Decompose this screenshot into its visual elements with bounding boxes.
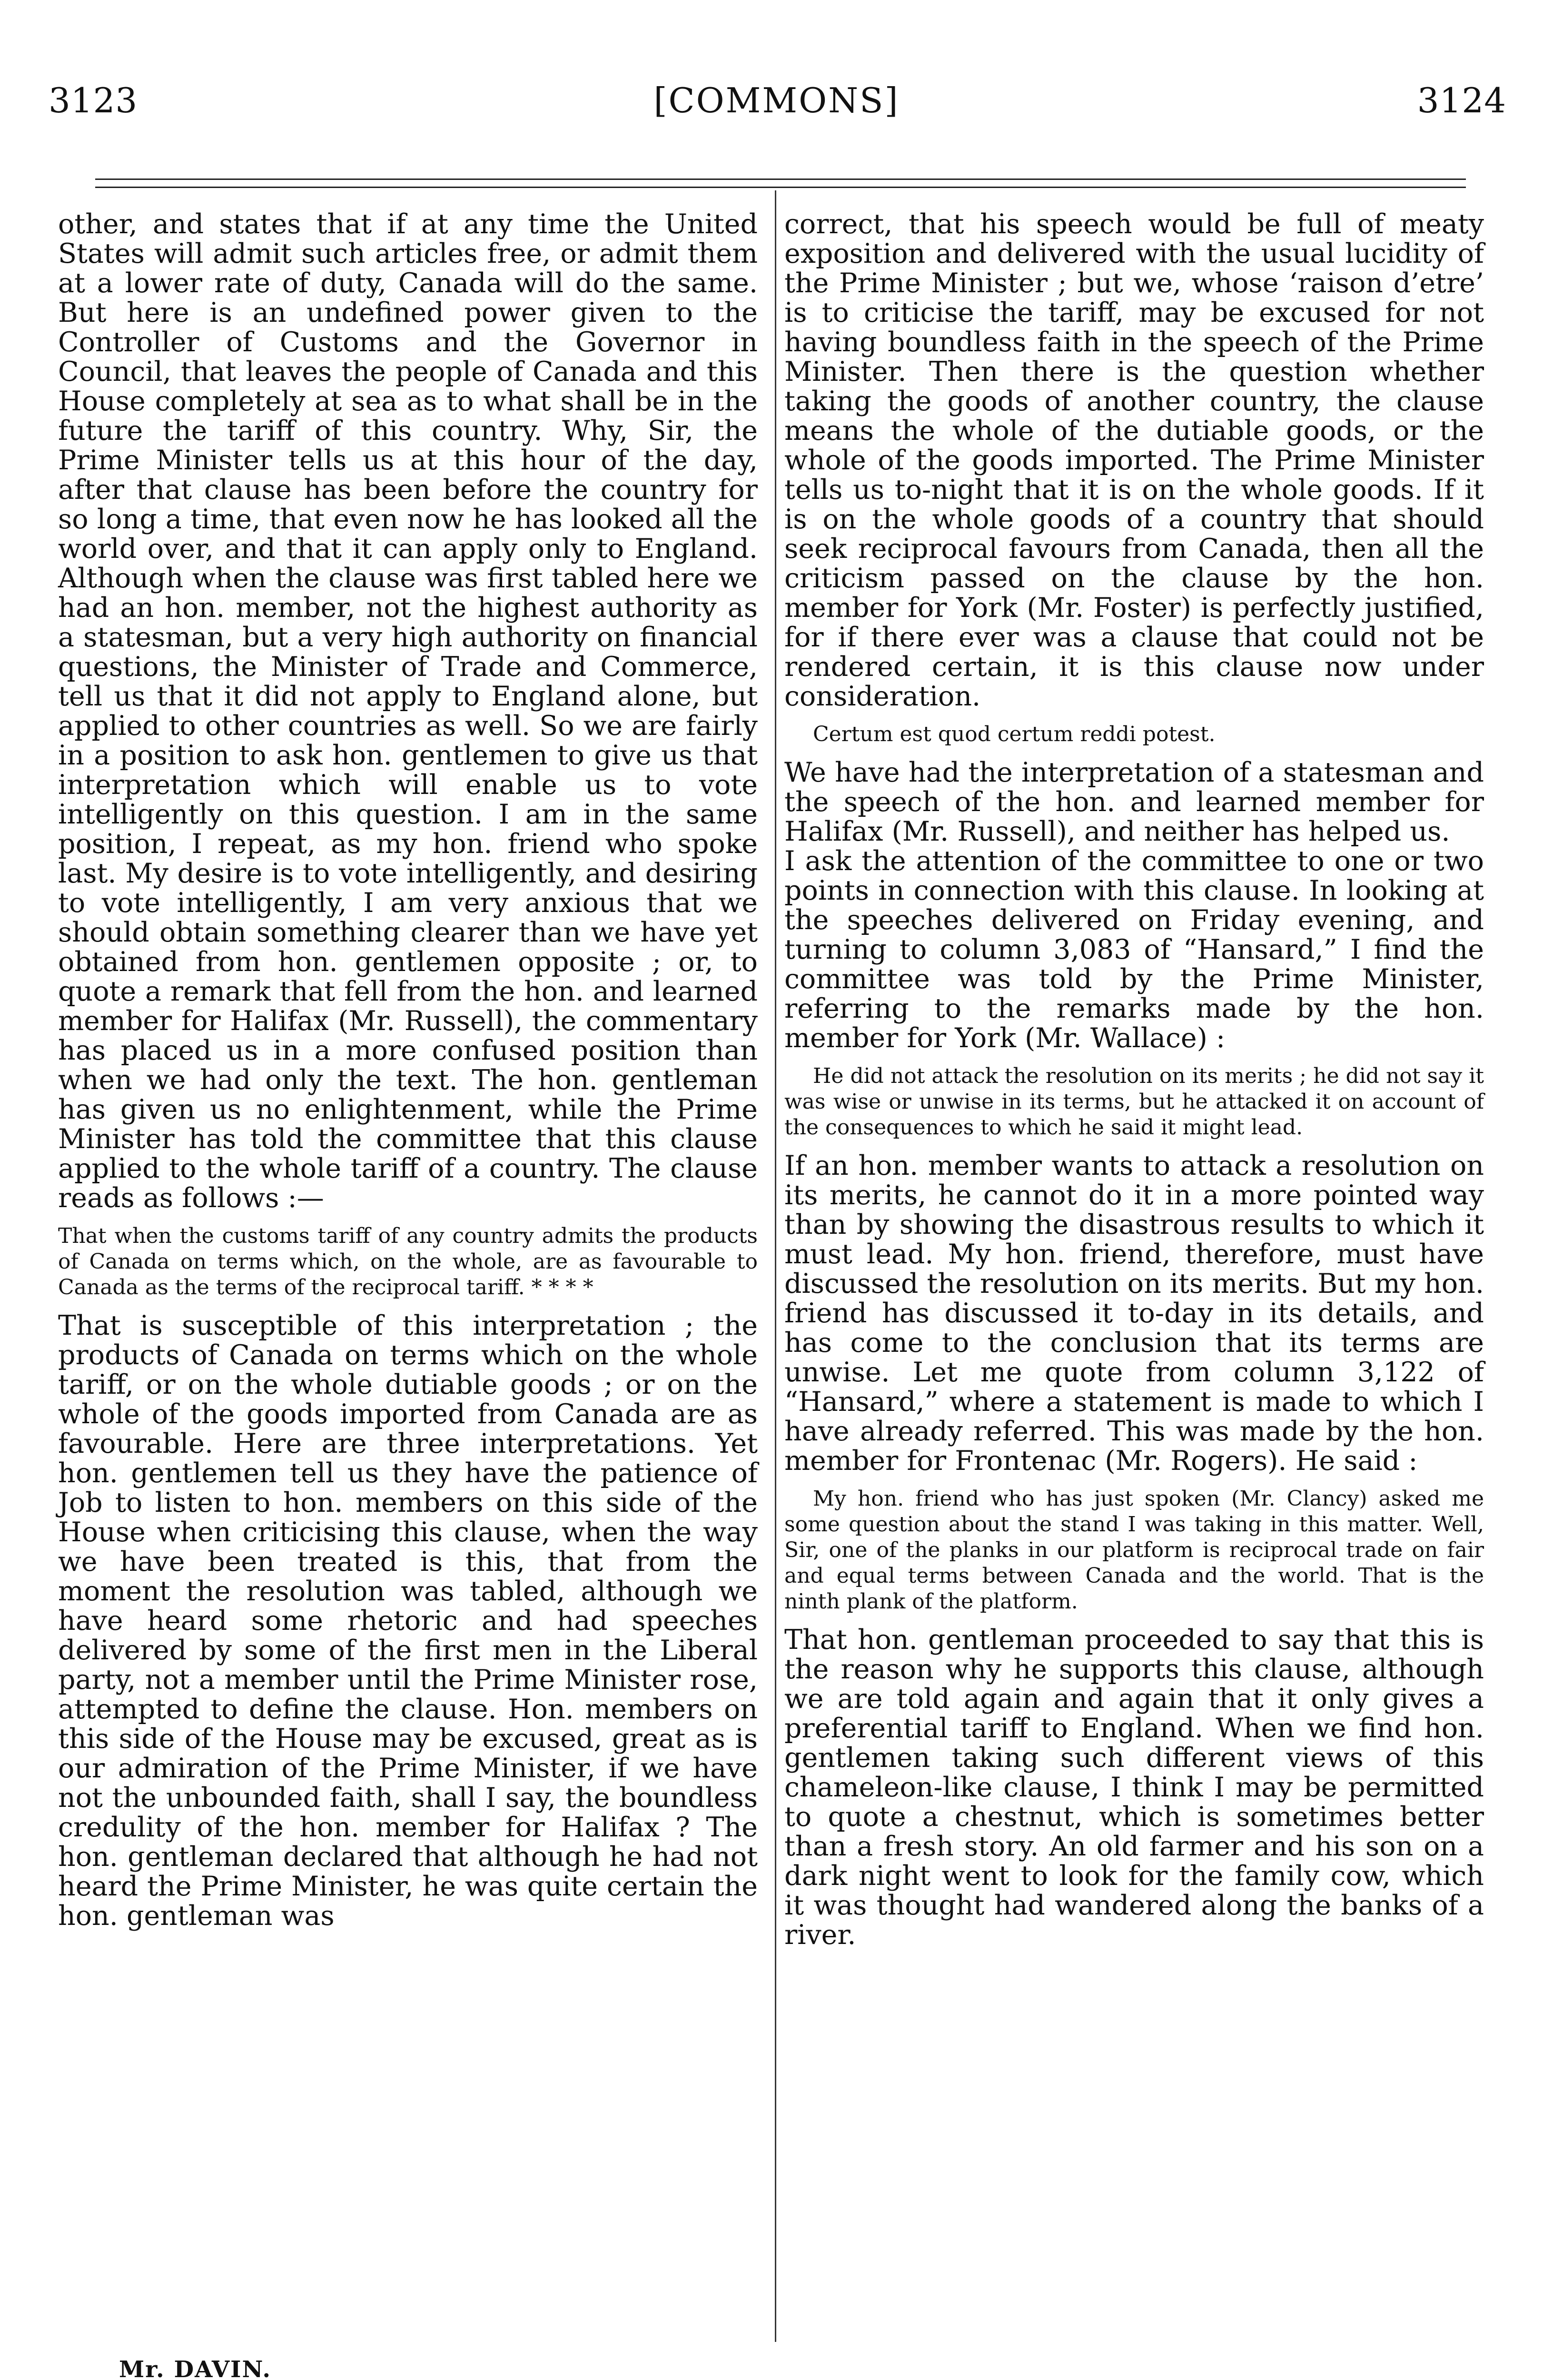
paragraph: If an hon. member wants to attack a resolution on its merits, he cannot do it in a more pointed way than by showing the disastrous results to which it must lead. My hon. friend, therefore, must have discussed the resolution on its merits. But my hon. friend has discussed it to-day in its details, and has come to the conclusion that its terms are unwise. Let me quote from column 3,122 of “Hansard,” where a statement is made to which I have already referred. This was made by the hon. member for Frontenac (Mr. Rogers). He said : <box>784 1150 1484 1477</box>
block-quote: He did not attack the resolution on its merits ; he did not say it was wise or unwise in its terms, but he attacked it on account of the consequences to which he said it might lead. <box>784 1064 1484 1140</box>
left-column <box>58 209 758 1931</box>
right-column <box>784 209 1484 1950</box>
paragraph: We have had the interpretation of a statesman and the speech of the hon. and learned member for Halifax (Mr. Russell), and neither has helped us. <box>784 757 1484 847</box>
paragraph: That is susceptible of this interpretation ; the products of Canada on terms which on the whole tariff, or on the whole dutiable goods ; or on the whole of the goods imported from Canada are as favourable. Here are three interpretations. Yet hon. gentlemen tell us they have the patience of Job to listen to hon. members on this side of the House when criticising this clause, when the way we have been treated is this, that from the moment the resolution was tabled, although we have heard some rhetoric and had speeches delivered by some of the first men in the Liberal party, not a member until the Prime Minister rose, attempted to define the clause. Hon. members on this side of the House may be excused, great as is our admiration of the Prime Minister, if we have not the unbounded faith, shall I say, the boundless credulity of the hon. member for Halifax ? The hon. gentleman declared that although he had not heard the Prime Minister, he was quite certain the hon. gentleman was <box>58 1310 758 1932</box>
header-rule-top <box>95 178 1466 180</box>
left-page-number: 3123 <box>49 80 138 120</box>
block-quote: Certum est quod certum reddi potest. <box>813 722 1216 746</box>
block-quote: That when the customs tariff of any country admits the products of Canada on terms which, on the whole, are as favourable to Canada as the terms of the reciprocal tariff. * * * * <box>58 1224 758 1299</box>
paragraph: other, and states that if at any time the United States will admit such articles free, or admit them at a lower rate of duty, Canada will do the same. But here is an undefined power given to the Controller of Customs and the Governor in Council, that leaves the people of Canada and this House completely at sea as to what shall be in the future the tariff of this country. Why, Sir, the Prime Minister tells us at this hour of the day, after that clause has been before the country for so long a time, that even now he has looked all the world over, and that it can apply only to England. Although when the clause was first tabled here we had an hon. member, not the highest authority as a statesman, but a very high authority on financial questions, the Minister of Trade and Commerce, tell us that it did not apply to England alone, but applied to other countries as well. So we are fairly in a position to ask hon. gentlemen to give us that interpretation which will enable us to vote intelligently on this question. I am in the same position, I repeat, as my hon. friend who spoke last. My desire is to vote intelligently, and desiring to vote intelligently, I am very anxious that we should obtain something clearer than we have yet obtained from hon. gentlemen opposite ; or, to quote a remark that fell from the hon. and learned member for Halifax (Mr. Russell), the commentary has placed us in a more confused position than when we had only the text. The hon. gentleman has given us no enlightenment, while the Prime Minister has told the committee that this clause applied to the whole tariff of a country. The clause reads as follows :— <box>58 208 758 1214</box>
block-quote: My hon. friend who has just spoken (Mr. Clancy) asked me some question about the stand I was taking in this matter. Well, Sir, one of the planks in our platform is reciprocal trade on fair and equal terms between Canada and the world. That is the ninth plank of the platform. <box>784 1487 1484 1614</box>
paragraph: correct, that his speech would be full of meaty exposition and delivered with the usual lucidity of the Prime Minister ; but we, whose ‘raison d’etre’ is to criticise the tariff, may be excused for not having boundless faith in the speech of the Prime Minister. Then there is the question whether taking the goods of another country, the clause means the whole of the dutiable goods, or the whole of the goods imported. The Prime Minister tells us to-night that it is on the whole goods. If it is on the whole goods of a country that should seek reciprocal favours from Canada, then all the criticism passed on the clause by the hon. member for York (Mr. Foster) is perfectly justified, for if there ever was a clause that could not be rendered certain, it is this clause now under consideration. <box>784 208 1484 712</box>
paragraph: That hon. gentleman proceeded to say that this is the reason why he supports this clause, although we are told again and again that it only gives a preferential tariff to England. When we find hon. gentlemen taking such different views of this chameleon-like clause, I think I may be permitted to quote a chestnut, which is sometimes better than a fresh story. An old farmer and his son on a dark night went to look for the family cow, which it was thought had wandered along the banks of a river. <box>784 1624 1484 1951</box>
paragraph: I ask the attention of the committee to one or two points in connection with this clause. In looking at the speeches delivered on Friday evening, and turning to column 3,083 of “Hansard,” I find the committee was told by the Prime Minister, referring to the remarks made by the hon. member for York (Mr. Wallace) : <box>784 845 1484 1054</box>
header-rule-bottom <box>95 187 1466 188</box>
speaker-name: Mr. DAVIN. <box>119 2356 272 2380</box>
running-title: [COMMONS] <box>653 80 900 120</box>
column-divider <box>775 190 776 2342</box>
right-page-number: 3124 <box>1417 80 1506 120</box>
